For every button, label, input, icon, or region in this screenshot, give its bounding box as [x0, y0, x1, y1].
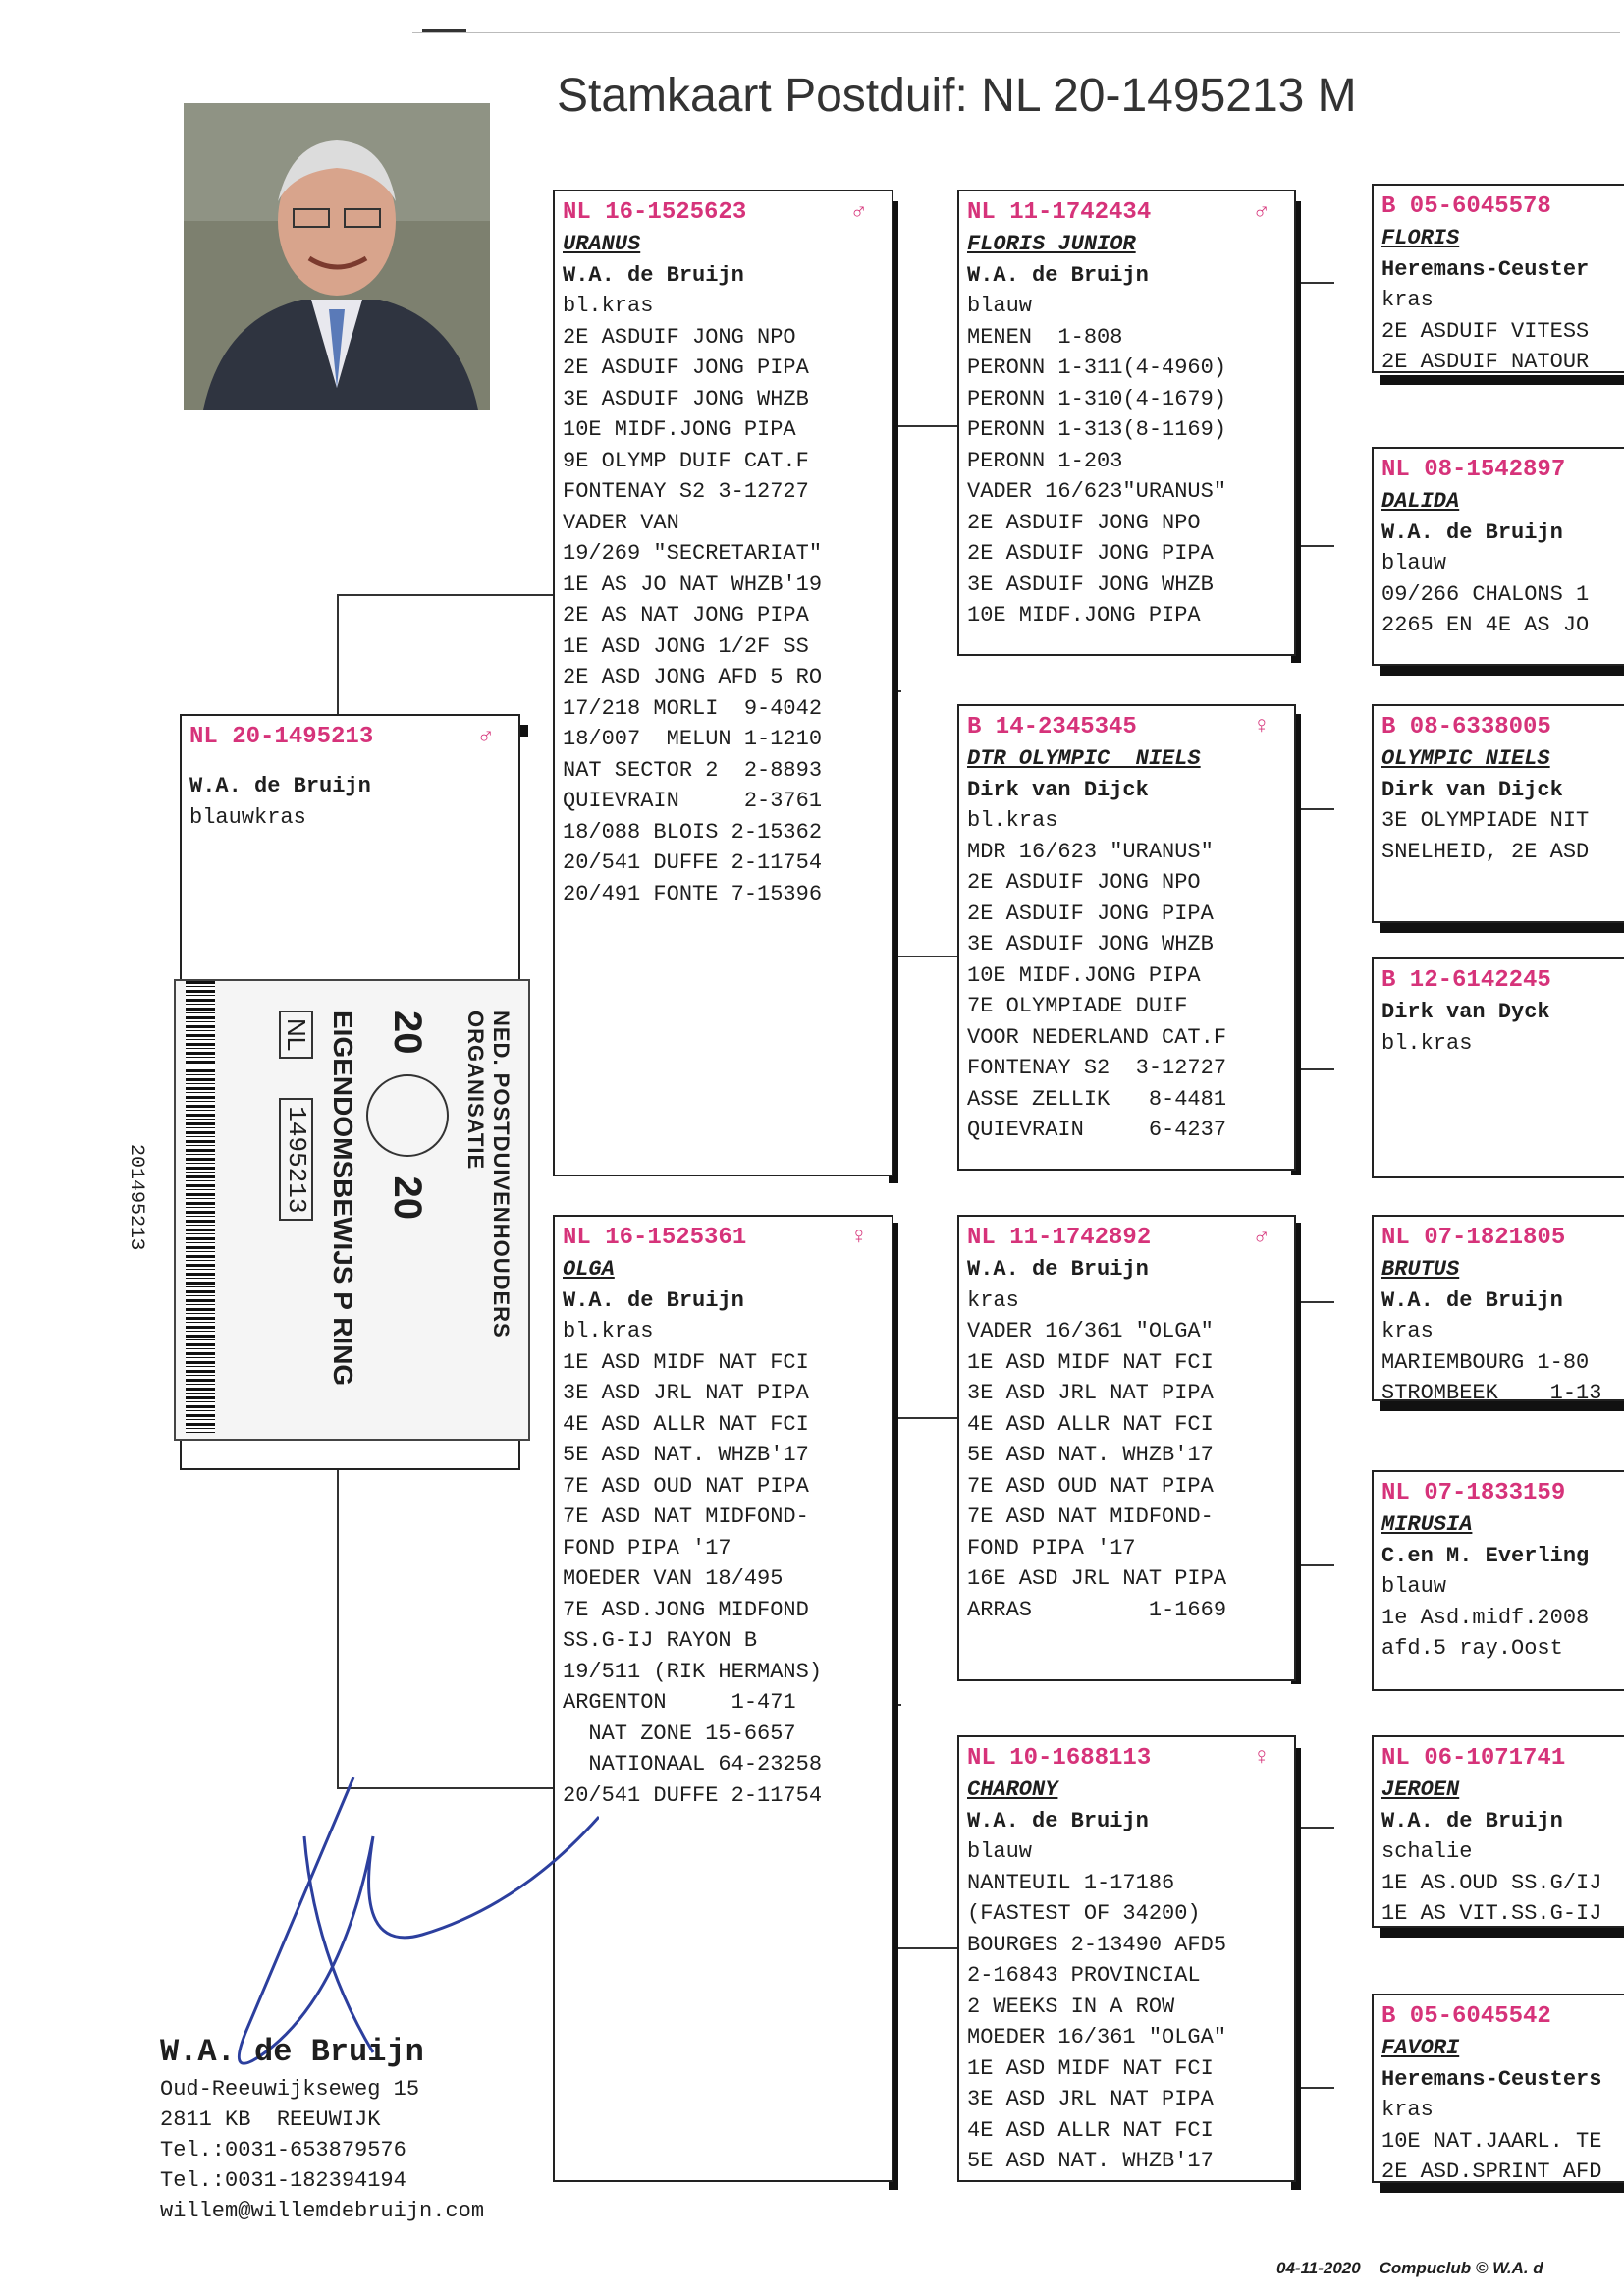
ggp-owner: Dirk van Dyck: [1381, 1000, 1550, 1024]
ggp-ring: NL 07-1821805: [1381, 1225, 1566, 1251]
pedigree-line: VOOR NEDERLAND CAT.F: [967, 1024, 1227, 1050]
pedigree-line: 7E ASD NAT MIDFOND-: [967, 1504, 1214, 1529]
pedigree-line: schalie: [1381, 1839, 1473, 1864]
pedigree-line: FOND PIPA '17: [563, 1535, 731, 1560]
footer-tel1: Tel.:0031-653879576: [160, 2138, 406, 2162]
pedigree-line: 1E AS.OUD SS.G/IJ: [1381, 1870, 1602, 1895]
pedigree-line: FONTENAY S2 3-12727: [967, 1056, 1227, 1080]
ggp-lines: [1381, 1571, 1621, 1665]
pedigree-line: 20/541 DUFFE 2-11754: [563, 850, 823, 875]
pedigree-line: 5E ASD NAT. WHZB'17: [967, 1443, 1214, 1467]
gp-name: DTR OLYMPIC NIELS: [967, 746, 1201, 771]
dam-lines: [563, 1316, 886, 1811]
pedigree-line: VADER 16/361 "OLGA": [967, 1319, 1214, 1343]
pedigree-line: QUIEVRAIN 2-3761: [563, 789, 823, 813]
pedigree-line: blauw: [1381, 1574, 1447, 1599]
great-grandparent-card: [1372, 1994, 1624, 2183]
sire-card: [553, 190, 893, 1176]
ggp-lines: [1381, 1028, 1621, 1060]
grandparent-card: [957, 190, 1296, 656]
pedigree-line: ARGENTON 1-471: [563, 1690, 796, 1715]
pedigree-line: 10E MIDF.JONG PIPA: [563, 417, 796, 442]
great-grandparent-card: [1372, 957, 1624, 1178]
ggp-name: JEROEN: [1381, 1777, 1460, 1802]
pedigree-line: bl.kras: [967, 808, 1058, 833]
male-icon: ♂: [851, 199, 866, 226]
pedigree-line: 16E ASD JRL NAT PIPA: [967, 1566, 1227, 1591]
pedigree-line: 19/269 "SECRETARIAT": [563, 541, 823, 566]
pedigree-line: 7E OLYMPIADE DUIF: [967, 994, 1188, 1018]
pedigree-line: 2E ASD.SPRINT AFD: [1381, 2159, 1602, 2183]
box-shadow: [1380, 666, 1624, 676]
page-title: Stamkaart Postduif: NL 20-1495213 M: [557, 70, 1357, 122]
ggp-name: DALIDA: [1381, 489, 1460, 514]
pedigree-line: 10E MIDF.JONG PIPA: [967, 962, 1201, 988]
box-shadow: [1380, 923, 1624, 933]
footer-address1: Oud-Reeuwijkseweg 15: [160, 2077, 420, 2102]
ggp-lines: [1381, 285, 1621, 373]
pedigree-line: MOEDER 16/361 "OLGA": [967, 2025, 1227, 2050]
great-grandparent-card: [1372, 184, 1624, 373]
great-grandparent-card: [1372, 447, 1624, 666]
pedigree-line: 7E ASD NAT MIDFOND-: [563, 1504, 809, 1529]
ggp-owner: Dirk van Dijck: [1381, 777, 1563, 802]
ring-barcode-number: 20149521З: [125, 1144, 147, 1251]
ggp-name: FAVORI: [1381, 2036, 1460, 2060]
pedigree-line: 10E NAT.JAARL. TE: [1381, 2128, 1602, 2154]
sire-lines: [563, 291, 886, 909]
pedigree-line: kras: [1381, 2098, 1434, 2122]
pedigree-line: 3E ASD JRL NAT PIPA: [967, 1381, 1214, 1405]
owner-photo: [184, 103, 490, 410]
pedigree-line: ASSE ZELLIK 8-4481: [967, 1086, 1227, 1112]
pedigree-line: 2E ASDUIF NATOUR: [1381, 350, 1590, 373]
pedigree-line: 2E ASDUIF JONG PIPA: [967, 541, 1214, 566]
great-grandparent-card: [1372, 1215, 1624, 1401]
pedigree-line: 3E ASDUIF JONG WHZB: [967, 572, 1214, 597]
pedigree-line: afd.5 ray.Oost: [1381, 1636, 1563, 1661]
pedigree-line: 3E ASD JRL NAT PIPA: [563, 1381, 809, 1405]
pedigree-line: NAT SECTOR 2 2-8893: [563, 757, 823, 783]
female-icon: ♀: [1254, 1745, 1269, 1772]
ggp-name: FLORIS: [1381, 226, 1460, 250]
ggp-ring: NL 06-1071741: [1381, 1745, 1566, 1772]
pedigree-line: 2265 EN 4E AS JO: [1381, 613, 1590, 637]
pedigree-line: 4E ASD ALLR NAT FCI: [967, 1411, 1214, 1437]
dam-owner: W.A. de Bruijn: [563, 1287, 744, 1313]
female-icon: ♀: [851, 1225, 866, 1251]
ggp-ring: B 05-6045578: [1381, 193, 1551, 220]
pedigree-line: NAT ZONE 15-6657: [563, 1721, 796, 1746]
pedigree-line: 1E ASD MIDF NAT FCI: [967, 1349, 1214, 1375]
pedigree-line: 7E ASD OUD NAT PIPA: [563, 1473, 809, 1499]
pedigree-line: kras: [1381, 1319, 1434, 1343]
box-shadow: [1380, 1928, 1624, 1938]
pedigree-line: ARRAS 1-1669: [967, 1597, 1227, 1622]
dam-ring: NL 16-1525361: [563, 1225, 747, 1251]
pedigree-line: MOEDER VAN 18/495: [563, 1566, 784, 1591]
ring-card-year-left: 20: [386, 1011, 430, 1055]
connector: [892, 1417, 960, 1419]
gp-name: CHARONY: [967, 1777, 1058, 1802]
ggp-name: MIRUSIA: [1381, 1512, 1473, 1537]
connector: [337, 594, 553, 596]
pedigree-line: kras: [967, 1287, 1019, 1313]
pedigree-line: BOURGES 2-13490 AFD5: [967, 1932, 1227, 1957]
subject-ring: NL 20-1495213: [189, 724, 374, 750]
ggp-lines: [1381, 805, 1621, 867]
pedigree-line: 1E AS JO NAT WHZB'19: [563, 572, 823, 597]
ring-card-country: NL: [279, 1011, 313, 1059]
ggp-lines: [1381, 1316, 1621, 1401]
ggp-owner: Heremans-Ceusters: [1381, 2066, 1602, 2092]
pedigree-line: 3E ASDUIF JONG WHZB: [563, 386, 809, 411]
grandparent-card: [957, 1735, 1296, 2182]
pedigree-line: 18/007 MELUN 1-1210: [563, 727, 823, 751]
footer-address: [160, 2031, 484, 2226]
pedigree-line: 1E AS VIT.SS.G-IJ: [1381, 1901, 1602, 1926]
sire-ring: NL 16-1525623: [563, 199, 747, 226]
pedigree-line: 2E ASDUIF JONG PIPA: [563, 355, 809, 380]
pedigree-line: NATIONAAL 64-23258: [563, 1752, 823, 1777]
pedigree-line: PERONN 1-311(4-4960): [967, 355, 1227, 380]
pedigree-line: 3E ASDUIF JONG WHZB: [967, 932, 1214, 957]
pedigree-line: SNELHEID, 2E ASD: [1381, 839, 1590, 864]
ggp-ring: NL 07-1833159: [1381, 1480, 1566, 1506]
sire-owner: W.A. de Bruijn: [563, 262, 744, 288]
pedigree-line: 18/088 BLOIS 2-15362: [563, 819, 823, 845]
great-grandparent-card: [1372, 1735, 1624, 1928]
footer-credit-text: Compuclub © W.A. d: [1379, 2259, 1543, 2277]
pedigree-line: 2-16843 PROVINCIAL: [967, 1963, 1201, 1988]
connector: [337, 1441, 339, 1789]
gp-lines: [967, 805, 1288, 1146]
footer-address2: 2811 KB REEUWIJK: [160, 2107, 381, 2132]
pedigree-line: bl.kras: [1381, 1030, 1473, 1056]
gp-ring: NL 11-1742434: [967, 199, 1152, 226]
gp-lines: [967, 1836, 1288, 2177]
sire-name: URANUS: [563, 232, 641, 256]
pedigree-line: 09/266 CHALONS 1: [1381, 581, 1590, 607]
gp-owner: W.A. de Bruijn: [967, 262, 1149, 288]
gp-owner: W.A. de Bruijn: [967, 1808, 1149, 1833]
pedigree-line: 2E ASDUIF JONG NPO: [967, 510, 1201, 535]
gp-ring: NL 10-1688113: [967, 1745, 1152, 1772]
subject-owner: W.A. de Bruijn: [189, 774, 371, 798]
pedigree-line: VADER VAN: [563, 510, 679, 535]
ggp-lines: [1381, 2095, 1621, 2183]
footer-tel2: Tel.:0031-182394194: [160, 2168, 406, 2193]
pedigree-line: QUIEVRAIN 6-4237: [967, 1118, 1227, 1142]
gp-ring: B 14-2345345: [967, 714, 1137, 740]
pedigree-line: 2E ASDUIF JONG NPO: [563, 324, 796, 350]
pedigree-line: blauw: [1381, 551, 1447, 575]
ring-ownership-card: [174, 979, 530, 1441]
gp-ring: NL 11-1742892: [967, 1225, 1152, 1251]
ggp-lines: [1381, 548, 1621, 641]
subject-color: blauwkras: [189, 804, 306, 830]
connector: [892, 956, 960, 957]
globe-icon: [366, 1074, 449, 1157]
pedigree-line: 2 WEEKS IN A ROW: [967, 1994, 1175, 2019]
pedigree-line: STROMBEEK 1-13: [1381, 1381, 1602, 1401]
gp-name: FLORIS JUNIOR: [967, 232, 1136, 256]
pedigree-line: blauw: [967, 1839, 1033, 1864]
barcode: [186, 981, 215, 1433]
gp-lines: [967, 291, 1288, 631]
pedigree-line: (FASTEST OF 34200): [967, 1901, 1201, 1926]
pedigree-line: 2E ASDUIF JONG PIPA: [967, 901, 1214, 926]
pedigree-line: 7E ASD.JONG MIDFOND: [563, 1597, 809, 1622]
pedigree-line: bl.kras: [563, 1319, 654, 1343]
connector: [892, 1947, 960, 1949]
male-icon: ♂: [478, 724, 493, 750]
pedigree-line: blauw: [967, 294, 1033, 318]
pedigree-line: kras: [1381, 288, 1434, 312]
gp-owner: Dirk van Dijck: [967, 777, 1149, 802]
ggp-owner: W.A. de Bruijn: [1381, 1287, 1563, 1313]
female-icon: ♀: [1254, 714, 1269, 740]
ggp-owner: W.A. de Bruijn: [1381, 1808, 1563, 1833]
pedigree-line: MARIEMBOURG 1-80: [1381, 1349, 1590, 1375]
grandparent-card: [957, 704, 1296, 1171]
ggp-name: BRUTUS: [1381, 1257, 1460, 1282]
pedigree-line: 5E ASD NAT. WHZB'17: [967, 2149, 1214, 2173]
pedigree-line: 4E ASD ALLR NAT FCI: [967, 2117, 1214, 2143]
ring-card-year-right: 20: [386, 1175, 430, 1220]
male-icon: ♂: [1254, 199, 1269, 226]
ggp-ring: NL 08-1542897: [1381, 457, 1566, 483]
ggp-owner: Heremans-Ceuster: [1381, 256, 1590, 282]
gp-owner: W.A. de Bruijn: [967, 1257, 1149, 1282]
pedigree-line: PERONN 1-310(4-1679): [967, 386, 1227, 411]
box-shadow: [1380, 2183, 1624, 2193]
pedigree-line: 1E ASD MIDF NAT FCI: [563, 1349, 809, 1375]
pedigree-line: 20/541 DUFFE 2-11754: [563, 1782, 823, 1808]
pedigree-line: MENEN 1-808: [967, 324, 1123, 350]
pedigree-line: 9E OLYMP DUIF CAT.F: [563, 448, 809, 473]
pedigree-line: 1e Asd.midf.2008: [1381, 1605, 1590, 1630]
pedigree-line: PERONN 1-313(8-1169): [967, 417, 1227, 442]
pedigree-line: 2E AS NAT JONG PIPA: [563, 603, 809, 628]
pedigree-line: 3E OLYMPIADE NIT: [1381, 808, 1590, 833]
great-grandparent-card: [1372, 1470, 1624, 1691]
pedigree-line: VADER 16/623"URANUS": [967, 479, 1227, 504]
great-grandparent-card: [1372, 704, 1624, 923]
footer-owner: W.A. de Bruijn: [160, 2034, 424, 2070]
grandparent-card: [957, 1215, 1296, 1681]
pedigree-line: FONTENAY S2 3-12727: [563, 479, 809, 504]
top-tick: [422, 29, 466, 32]
pedigree-line: bl.kras: [563, 294, 654, 318]
ggp-owner: W.A. de Bruijn: [1381, 519, 1563, 545]
box-shadow: [1380, 375, 1624, 385]
pedigree-line: NANTEUIL 1-17186: [967, 1870, 1175, 1895]
pedigree-line: 2E ASDUIF VITESS: [1381, 318, 1590, 344]
ggp-owner: C.en M. Everling: [1381, 1543, 1590, 1568]
pedigree-line: 1E ASD MIDF NAT FCI: [967, 2055, 1214, 2081]
connector: [892, 425, 960, 427]
pedigree-line: 10E MIDF.JONG PIPA: [967, 603, 1201, 628]
pedigree-line: 5E ASD NAT. WHZB'17: [563, 1443, 809, 1467]
ggp-ring: B 05-6045542: [1381, 2003, 1551, 2030]
pedigree-line: 7E ASD OUD NAT PIPA: [967, 1473, 1214, 1499]
pedigree-line: 17/218 MORLI 9-4042: [563, 695, 823, 721]
dam-name: OLGA: [563, 1257, 615, 1282]
footer-credit: [1276, 2259, 1543, 2278]
pedigree-line: 3E ASD JRL NAT PIPA: [967, 2087, 1214, 2111]
pedigree-line: 1E ASD JONG 1/2F SS: [563, 633, 809, 659]
box-shadow: [1380, 1401, 1624, 1411]
ggp-ring: B 08-6338005: [1381, 714, 1551, 740]
pedigree-line: 2E ASDUIF JONG NPO: [967, 870, 1201, 895]
pedigree-line: MDR 16/623 "URANUS": [967, 839, 1214, 864]
ring-card-org: NED. POSTDUIVENHOUDERS ORGANISATIE: [463, 1011, 514, 1339]
pedigree-line: 19/511 (RIK HERMANS): [563, 1659, 823, 1684]
ring-card-number: 1495213: [279, 1098, 313, 1221]
ring-card-doc: EIGENDOMSBEWIJS P RING: [328, 1011, 358, 1387]
ggp-lines: [1381, 1836, 1621, 1928]
pedigree-line: 20/491 FONTE 7-15396: [563, 881, 823, 906]
pedigree-line: SS.G-IJ RAYON B: [563, 1628, 758, 1653]
subject-header: [189, 722, 513, 753]
ggp-ring: B 12-6142245: [1381, 967, 1551, 994]
footer-email: willem@willemdebruijn.com: [160, 2199, 485, 2223]
pedigree-line: FOND PIPA '17: [967, 1535, 1136, 1560]
ggp-name: OLYMPIC NIELS: [1381, 746, 1550, 771]
pedigree-line: 2E ASD JONG AFD 5 RO: [563, 665, 823, 689]
dam-card: [553, 1215, 893, 2182]
pedigree-line: PERONN 1-203: [967, 448, 1123, 473]
footer-date: 04-11-2020: [1276, 2259, 1361, 2277]
gp-lines: [967, 1285, 1288, 1626]
pedigree-line: 4E ASD ALLR NAT FCI: [563, 1411, 809, 1437]
male-icon: ♂: [1254, 1225, 1269, 1251]
top-rule: [412, 32, 1620, 33]
